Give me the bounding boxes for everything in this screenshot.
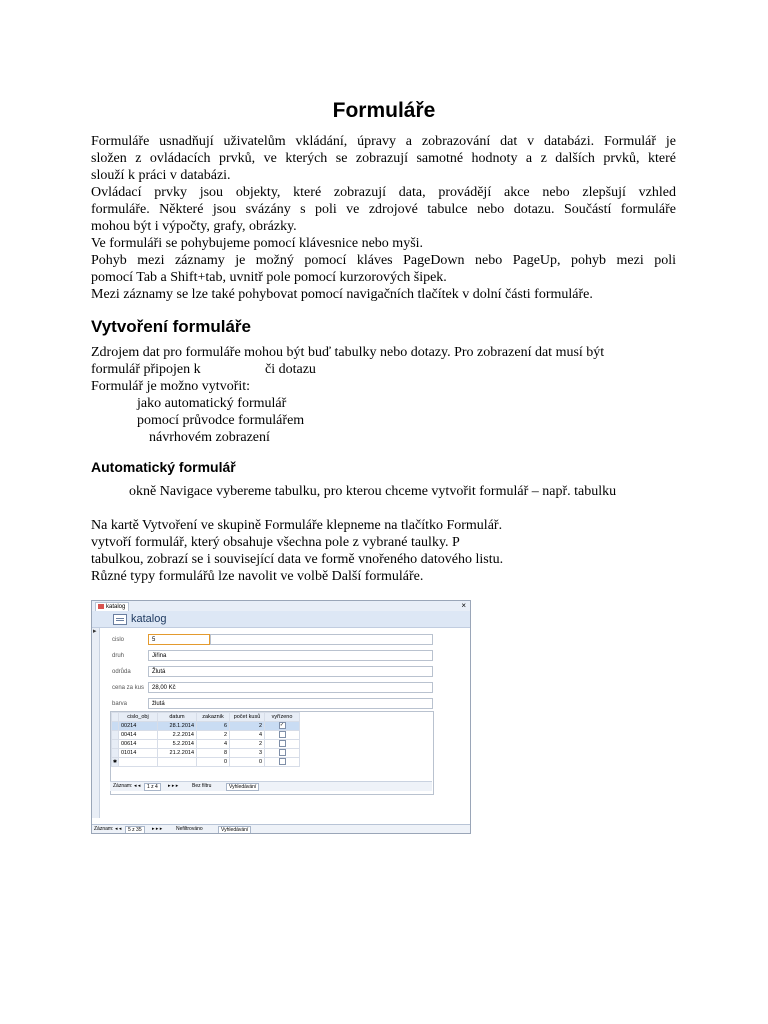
section1-line-2a: formulář připojen k <box>91 362 201 377</box>
column-header[interactable]: datum <box>158 713 197 722</box>
column-header[interactable]: cislo_obj <box>119 713 158 722</box>
text-line: mohou být i výpočty, grafy, obrázky. <box>91 219 297 234</box>
section2-line-3: vytvoří formulář, který obsahuje všechna pole z vybrané taulky. P <box>91 535 460 550</box>
cell[interactable]: 4 <box>230 731 265 740</box>
checkbox[interactable]: ✓ <box>279 722 285 729</box>
text-line: Pohyb mezi záznamy je možný pomocí kláves PageDown nebo PageUp, pohyb mezi poli <box>91 253 676 268</box>
cell[interactable]: 2 <box>197 731 230 740</box>
nav-first-prev-buttons[interactable]: ◂ ◂ <box>134 783 141 789</box>
page-title: Formuláře <box>332 99 436 122</box>
current-record-icon: ▸ <box>93 628 97 635</box>
section1-line-3: Formulář je možno vytvořit: <box>91 379 251 394</box>
text-line: Formuláře usnadňují uživatelům vkládání, úpravy a zobrazování dat v databázi. Formulář je <box>91 134 676 149</box>
text-line: slouží k práci v databázi. <box>91 168 231 183</box>
section2-line-1: okně Navigace vybereme tabulku, pro kterou chceme vytvořit formulář – např. tabulku <box>129 484 617 499</box>
cell[interactable]: 6 <box>197 722 230 731</box>
row-selector[interactable] <box>112 722 119 731</box>
text-line: Ovládací prvky jsou objekty, které zobrazují data, provádějí akce nebo zlepšují vzhled <box>91 185 676 200</box>
new-record-icon[interactable]: ✱ <box>112 759 118 765</box>
form-icon <box>113 614 127 625</box>
intro-paragraph-2 <box>91 184 676 235</box>
subform-record-navigator <box>110 781 432 791</box>
field-label: cislo <box>112 637 125 643</box>
cell <box>265 722 300 731</box>
cell <box>265 731 300 740</box>
record-position-input[interactable]: 1 z 4 <box>144 783 161 791</box>
cell[interactable]: 5.2.2014 <box>158 740 197 749</box>
form-icon <box>98 604 104 609</box>
cell[interactable]: 8 <box>197 749 230 758</box>
row-selector[interactable] <box>112 731 119 740</box>
cislo-input[interactable]: 5 <box>148 634 210 645</box>
search-input[interactable]: Vyhledávání <box>226 783 259 791</box>
tab-label: katalog <box>106 604 126 610</box>
section1-line-1: Zdrojem dat pro formuláře mohou být buď tabulky nebo dotazy. Pro zobrazení dat musí být <box>91 345 605 360</box>
table-row[interactable] <box>112 740 300 749</box>
list-item: pomocí průvodce formulářem <box>137 413 305 428</box>
cell[interactable]: 2 <box>230 740 265 749</box>
nav-next-last-buttons[interactable]: ▸ ▸ ▸ <box>152 826 163 832</box>
cislo-input-extension <box>210 634 433 645</box>
table-row[interactable] <box>112 731 300 740</box>
section2-line-2: Na kartě Vytvoření ve skupině Formuláře klepneme na tlačítko Formulář. <box>91 518 503 533</box>
druh-input[interactable]: Jiřina <box>148 650 433 661</box>
record-selector[interactable] <box>92 628 100 818</box>
form-title: katalog <box>131 613 167 625</box>
odruda-input[interactable]: Žlutá <box>148 666 433 677</box>
text-line: Mezi záznamy se lze také pohybovat pomocí navigačních tlačítek v dolní části formuláře. <box>91 287 593 302</box>
column-header[interactable]: vyřízeno <box>265 713 300 722</box>
cell <box>265 740 300 749</box>
barva-input[interactable]: žlutá <box>148 698 433 709</box>
cell[interactable]: 0 <box>197 758 230 767</box>
close-icon[interactable]: × <box>461 601 466 610</box>
filter-indicator[interactable]: Bez filtru <box>192 783 212 789</box>
intro-paragraph-5 <box>91 286 676 303</box>
table-row[interactable] <box>112 749 300 758</box>
nav-label: Záznam: <box>113 783 133 789</box>
nav-first-prev-buttons[interactable]: ◂ ◂ <box>115 826 122 832</box>
section2-line-4: tabulkou, zobrazí se i související data ve formě vnořeného datového listu. <box>91 552 504 567</box>
filter-indicator[interactable]: Nefiltrováno <box>176 826 203 832</box>
table-row-new[interactable] <box>112 758 300 767</box>
form-header <box>92 611 470 628</box>
row-selector[interactable] <box>112 740 119 749</box>
field-label: cena za kus <box>112 685 145 691</box>
cell[interactable]: 2 <box>230 722 265 731</box>
search-input[interactable]: Vyhledávání <box>218 826 251 834</box>
access-form-screenshot <box>91 600 471 834</box>
column-header[interactable]: počet kusů <box>230 713 265 722</box>
checkbox[interactable] <box>279 731 286 738</box>
intro-paragraph-4 <box>91 252 676 286</box>
cell[interactable]: 00614 <box>119 740 158 749</box>
row-selector <box>112 713 119 722</box>
nav-next-last-buttons[interactable]: ▸ ▸ ▸ <box>168 783 179 789</box>
subform-table <box>111 712 300 767</box>
cell[interactable]: 3 <box>230 749 265 758</box>
list-item: jako automatický formulář <box>137 396 287 411</box>
cell <box>265 758 300 767</box>
record-position-input[interactable]: 5 z 35 <box>125 826 145 834</box>
section2-line-5: Různé typy formulářů lze navolit ve volbě Další formuláře. <box>91 569 424 584</box>
section1-line-2b: či dotazu <box>265 362 316 377</box>
cell[interactable]: 2.2.2014 <box>158 731 197 740</box>
cena-input[interactable]: 28,00 Kč <box>148 682 433 693</box>
checkbox[interactable] <box>279 758 286 765</box>
table-row[interactable] <box>112 722 300 731</box>
cell <box>265 749 300 758</box>
section-heading-auto-form: Automatický formulář <box>91 459 236 475</box>
field-label: odrůda <box>112 669 131 675</box>
cell[interactable] <box>158 758 197 767</box>
cell[interactable]: 28.1.2014 <box>158 722 197 731</box>
cell[interactable]: 00414 <box>119 731 158 740</box>
cell[interactable]: 4 <box>197 740 230 749</box>
intro-paragraph-1 <box>91 133 676 184</box>
text-line: Ve formuláři se pohybujeme pomocí klávesnice nebo myši. <box>91 236 424 251</box>
tab-katalog[interactable] <box>95 602 129 611</box>
field-label: druh <box>112 653 125 659</box>
text-line: pomocí Tab a Shift+tab, uvnitř pole pomocí kurzorových šipek. <box>91 270 447 285</box>
cell[interactable] <box>119 758 158 767</box>
column-header[interactable]: zakaznik <box>197 713 230 722</box>
cell[interactable]: 0 <box>230 758 265 767</box>
list-item: návrhovém zobrazení <box>149 430 270 445</box>
table-header-row <box>112 713 300 722</box>
record-navigator <box>92 824 470 834</box>
cell[interactable]: 01014 <box>119 749 158 758</box>
field-label: barva <box>112 701 128 707</box>
text-line: formuláře. Některé jsou svázány s poli ve zdrojové tabulce nebo dotazu. Součástí formuláře <box>91 202 676 217</box>
intro-paragraph-3 <box>91 235 676 252</box>
section-heading-create-form: Vytvoření formuláře <box>91 317 251 336</box>
cell[interactable]: 21.2.2014 <box>158 749 197 758</box>
cell[interactable]: 00214 <box>119 722 158 731</box>
checkbox[interactable] <box>279 740 286 747</box>
checkbox[interactable] <box>279 749 286 756</box>
nav-label: Záznam: <box>94 826 114 832</box>
text-line: složen z ovládacích prvků, ve kterých se zobrazují samotné hodnoty a z dalších prvků, které <box>91 151 676 166</box>
row-selector[interactable] <box>112 749 119 758</box>
